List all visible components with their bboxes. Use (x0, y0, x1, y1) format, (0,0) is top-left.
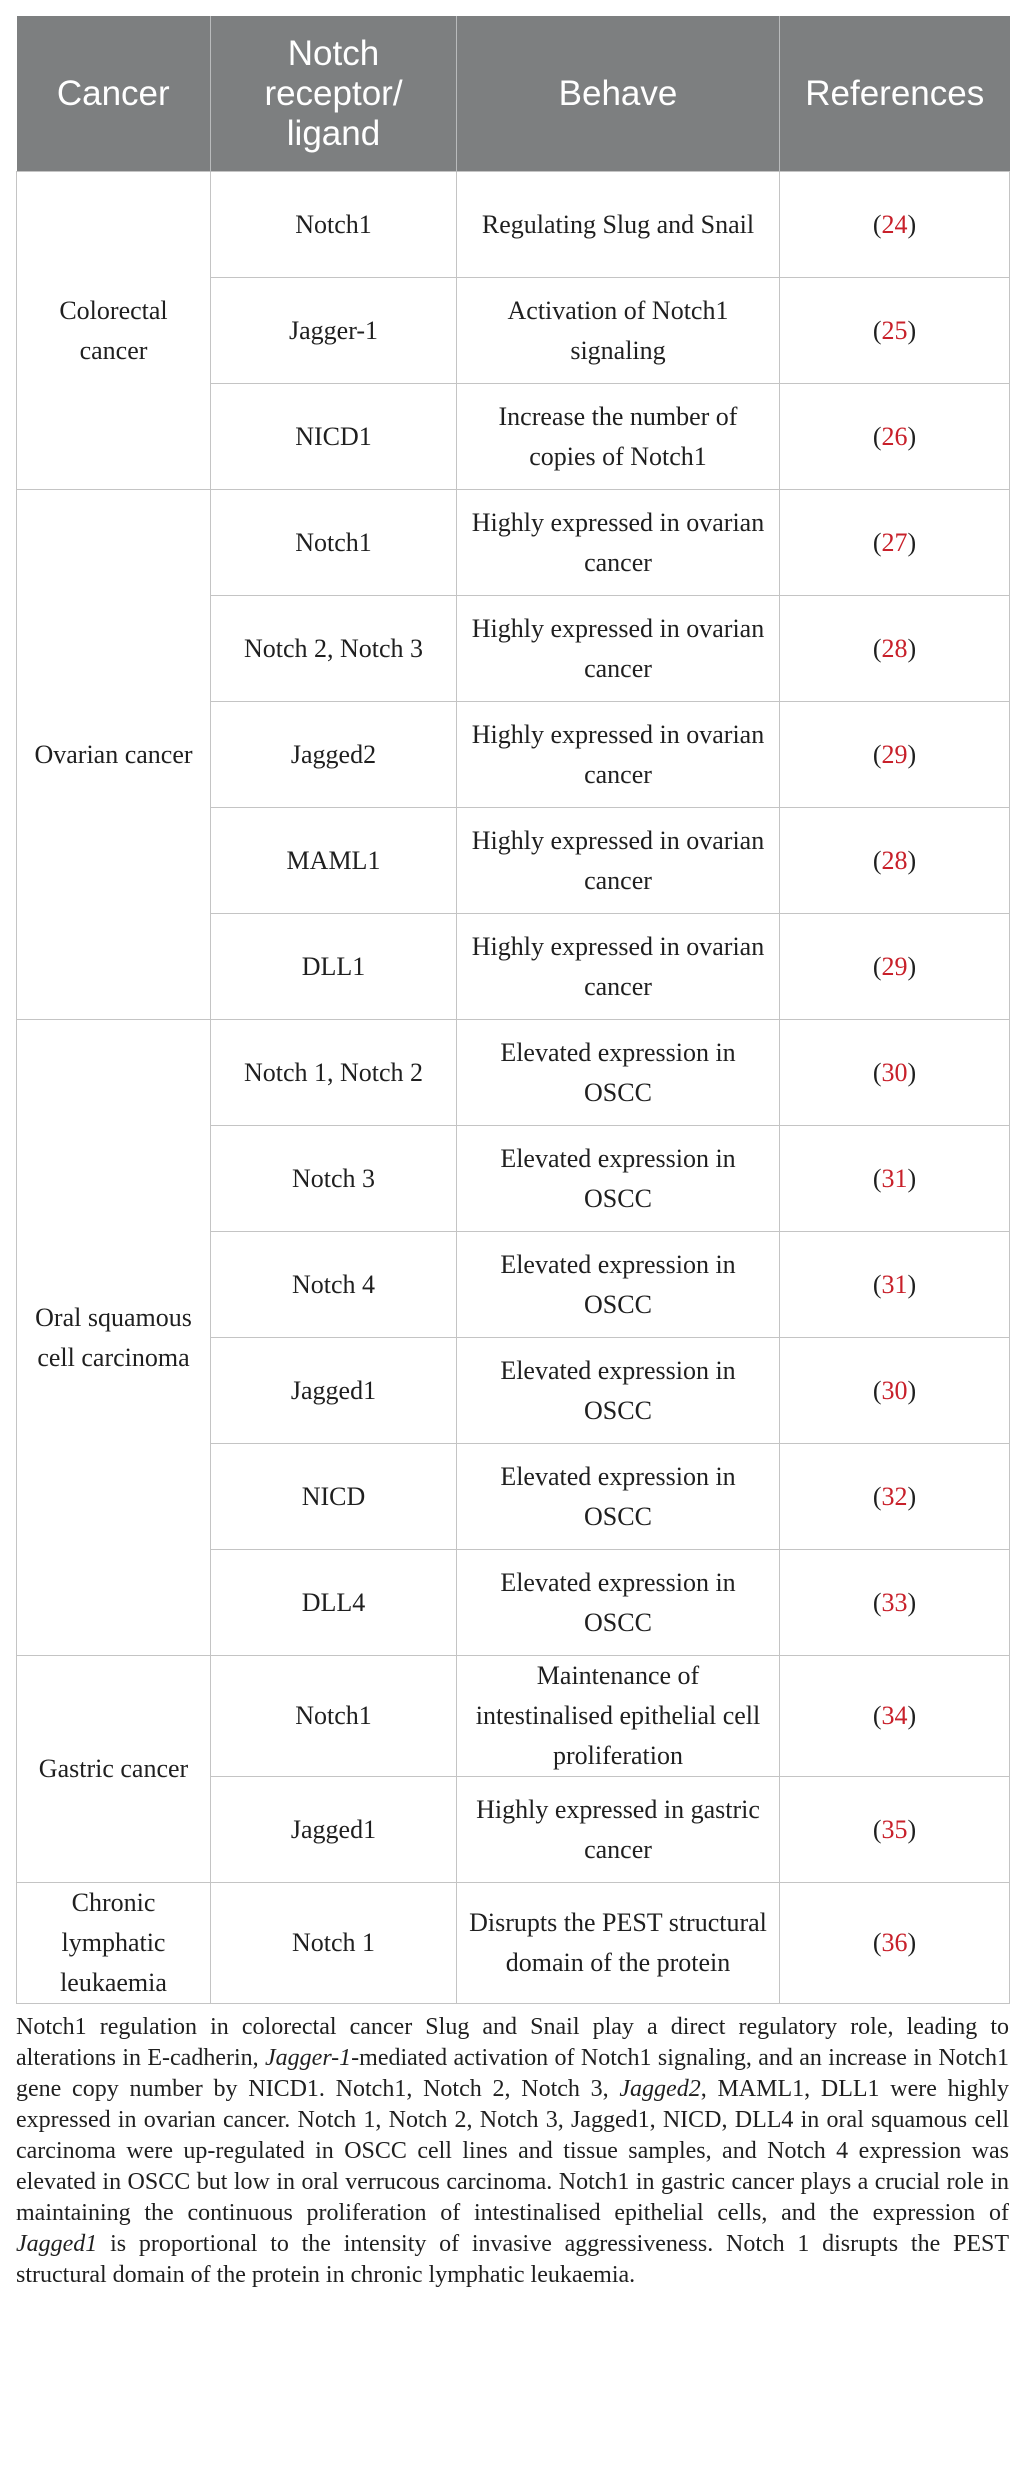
reference-link[interactable]: 24 (881, 209, 908, 239)
behave-cell: Elevated expression in OSCC (457, 1020, 780, 1126)
table-body (17, 172, 1010, 2004)
cancer-cell: Chronic lymphatic leukaemia (17, 1883, 211, 2004)
reference-cell: (30) (780, 1020, 1010, 1126)
receptor-cell: DLL4 (211, 1550, 457, 1656)
receptor-cell: Jagged2 (211, 702, 457, 808)
reference-cell: (24) (780, 172, 1010, 278)
reference-link[interactable]: 31 (881, 1163, 908, 1193)
receptor-cell: Jagger-1 (211, 278, 457, 384)
behave-cell: Highly expressed in ovarian cancer (457, 914, 780, 1020)
footnote-italic-1: Jagger-1 (265, 2045, 352, 2071)
reference-link[interactable]: 34 (881, 1701, 908, 1730)
receptor-cell: Jagged1 (211, 1777, 457, 1883)
receptor-cell: NICD (211, 1444, 457, 1550)
reference-cell: (27) (780, 490, 1010, 596)
receptor-cell: Notch 4 (211, 1232, 457, 1338)
header-behave: Behave (457, 16, 780, 172)
reference-link[interactable]: 28 (881, 845, 908, 875)
reference-cell: (28) (780, 808, 1010, 914)
receptor-cell: Jagged1 (211, 1338, 457, 1444)
behave-cell: Elevated expression in OSCC (457, 1444, 780, 1550)
cancer-cell: Ovarian cancer (17, 490, 211, 1020)
table-row (17, 1656, 1010, 1777)
behave-cell: Disrupts the PEST structural domain of the protein (457, 1883, 780, 2004)
behave-cell: Highly expressed in ovarian cancer (457, 808, 780, 914)
behave-cell: Regulating Slug and Snail (457, 172, 780, 278)
reference-link[interactable]: 31 (881, 1269, 908, 1299)
reference-cell: (28) (780, 596, 1010, 702)
reference-cell: (29) (780, 702, 1010, 808)
behave-cell: Activation of Notch1 signaling (457, 278, 780, 384)
reference-cell: (33) (780, 1550, 1010, 1656)
reference-link[interactable]: 32 (881, 1481, 908, 1511)
reference-link[interactable]: 25 (881, 315, 908, 345)
header-references: References (780, 16, 1010, 172)
cancer-cell: Oral squamous cell carcinoma (17, 1020, 211, 1656)
footnote-text-2: -mediated activation of Notch1 signaling, and an increase in Notch1 gene copy number by NICD1. Notch1, Notch 2, Notch 3, (16, 2045, 1009, 2102)
cancer-cell: Colorectal cancer (17, 172, 211, 490)
reference-cell: (34) (780, 1656, 1010, 1777)
reference-link[interactable]: 33 (881, 1587, 908, 1617)
reference-cell: (31) (780, 1232, 1010, 1338)
reference-link[interactable]: 30 (881, 1057, 908, 1087)
footnote-italic-2: Jagged2 (619, 2076, 701, 2102)
notch-cancer-table (16, 16, 1010, 2004)
behave-cell: Highly expressed in ovarian cancer (457, 596, 780, 702)
behave-cell: Elevated expression in OSCC (457, 1232, 780, 1338)
behave-cell: Maintenance of intestinalised epithelial cell proliferation (457, 1656, 780, 1777)
reference-cell: (36) (780, 1883, 1010, 2004)
receptor-cell: Notch 3 (211, 1126, 457, 1232)
receptor-cell: Notch1 (211, 1656, 457, 1777)
reference-cell: (30) (780, 1338, 1010, 1444)
receptor-cell: Notch1 (211, 490, 457, 596)
reference-link[interactable]: 30 (881, 1375, 908, 1405)
reference-cell: (35) (780, 1777, 1010, 1883)
reference-cell: (26) (780, 384, 1010, 490)
behave-cell: Highly expressed in ovarian cancer (457, 490, 780, 596)
behave-cell: Elevated expression in OSCC (457, 1126, 780, 1232)
table-container (16, 16, 1009, 2315)
reference-link[interactable]: 29 (881, 739, 908, 769)
footnote-text-1: Notch1 regulation in colorectal cancer Slug and Snail play a direct regulatory role, leading to alterations in E-cadherin, (16, 2014, 1009, 2071)
receptor-cell: Notch 1, Notch 2 (211, 1020, 457, 1126)
table-row (17, 1020, 1010, 1126)
table-row (17, 172, 1010, 278)
behave-cell: Highly expressed in gastric cancer (457, 1777, 780, 1883)
reference-cell: (25) (780, 278, 1010, 384)
reference-link[interactable]: 36 (881, 1928, 908, 1957)
reference-cell: (31) (780, 1126, 1010, 1232)
table-header-row (17, 16, 1010, 172)
reference-link[interactable]: 27 (881, 527, 908, 557)
receptor-cell: NICD1 (211, 384, 457, 490)
footnote-italic-3: Jagged1 (16, 2231, 98, 2257)
receptor-cell: Notch1 (211, 172, 457, 278)
table-row (17, 1883, 1010, 2004)
behave-cell: Elevated expression in OSCC (457, 1550, 780, 1656)
reference-link[interactable]: 28 (881, 633, 908, 663)
header-receptor: Notch receptor/ ligand (211, 16, 457, 172)
header-cancer: Cancer (17, 16, 211, 172)
receptor-cell: DLL1 (211, 914, 457, 1020)
table-row (17, 490, 1010, 596)
reference-link[interactable]: 29 (881, 951, 908, 981)
reference-cell: (29) (780, 914, 1010, 1020)
behave-cell: Highly expressed in ovarian cancer (457, 702, 780, 808)
receptor-cell: Notch 1 (211, 1883, 457, 2004)
reference-cell: (32) (780, 1444, 1010, 1550)
behave-cell: Increase the number of copies of Notch1 (457, 384, 780, 490)
footnote-text-4: is proportional to the intensity of invasive aggressiveness. Notch 1 disrupts the PEST structural domain of the protein in chronic lymphatic leukaemia. (16, 2231, 1009, 2288)
reference-link[interactable]: 35 (881, 1814, 908, 1844)
receptor-cell: MAML1 (211, 808, 457, 914)
cancer-cell: Gastric cancer (17, 1656, 211, 1883)
receptor-cell: Notch 2, Notch 3 (211, 596, 457, 702)
behave-cell: Elevated expression in OSCC (457, 1338, 780, 1444)
footnote-text-3: , MAML1, DLL1 were highly expressed in ovarian cancer. Notch 1, Notch 2, Notch 3, Jagged1, NICD, DLL4 in oral squamous cell carcinoma were up-regulated in OSCC cell lines and tissue samples, and Notch 4 expression was elevated in OSCC but low in oral verrucous carcinoma. Notch1 in gastric cancer plays a crucial role in maintaining the continuous proliferation of intestinalised epithelial cells, and the expression of (16, 2076, 1009, 2226)
table-footnote (16, 2012, 1009, 2291)
reference-link[interactable]: 26 (881, 421, 908, 451)
